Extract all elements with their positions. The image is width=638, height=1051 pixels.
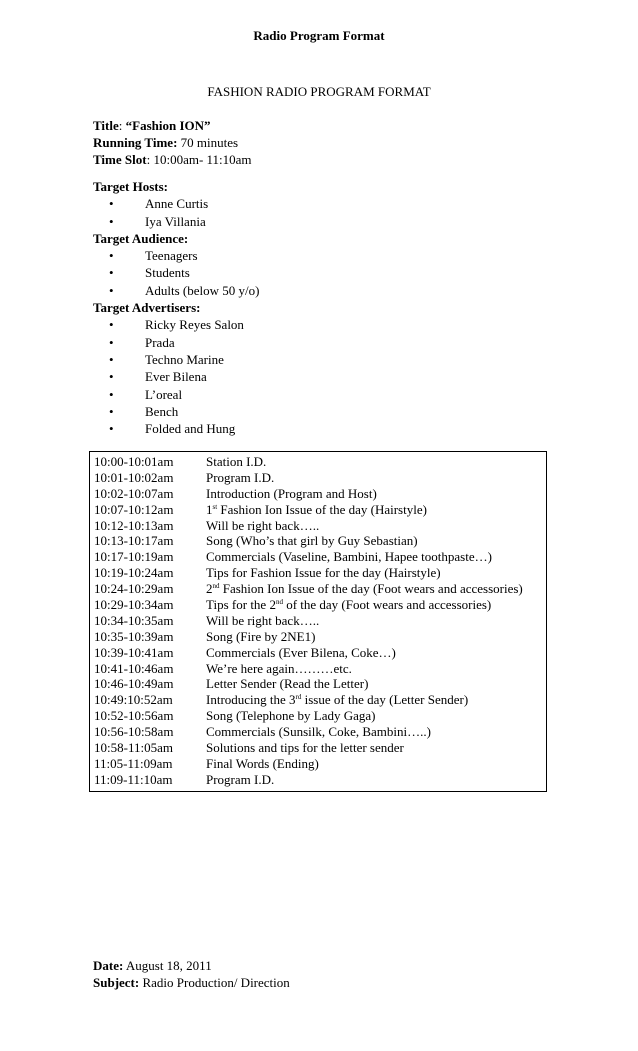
schedule-time: 10:35-10:39am (94, 628, 174, 644)
schedule-activity (206, 708, 546, 724)
schedule-time: 11:05-11:09am (94, 755, 173, 771)
meta-time-slot-line: Time Slot: 10:00am- 11:10am (93, 152, 252, 167)
bullet-item-text: Iya Villania (145, 213, 206, 229)
meta-running-time-label: Running Time: (93, 135, 178, 150)
schedule-row (90, 756, 546, 772)
schedule-activity-prefix: 2 (206, 581, 213, 597)
bullet-item (93, 368, 259, 385)
bullet-item-text: Bench (145, 403, 179, 419)
schedule-row (90, 533, 546, 549)
bullet-icon: • (109, 334, 114, 350)
document-subtitle: FASHION RADIO PROGRAM FORMAT (207, 84, 431, 99)
meta-running-time-value: 70 minutes (180, 135, 239, 150)
meta-title-line: Title: “Fashion ION” (93, 118, 211, 133)
footer-date-value: August 18, 2011 (125, 958, 212, 973)
schedule-activity-text: Fashion Ion Issue of the day (Hairstyle) (217, 501, 427, 517)
schedule-time: 10:24-10:29am (94, 581, 174, 597)
bullet-item-text: Ricky Reyes Salon (145, 317, 244, 333)
schedule-time: 10:13-10:17am (94, 533, 174, 549)
schedule-row (90, 549, 546, 565)
section-heading: Target Advertisers: (93, 300, 201, 316)
schedule-time: 10:56-10:58am (94, 724, 174, 740)
bullet-icon: • (109, 282, 114, 298)
schedule-row (90, 676, 546, 692)
bullet-item-text: Adults (below 50 y/o) (145, 282, 260, 298)
schedule-activity (206, 581, 546, 597)
schedule-activity-text: Program I.D. (206, 469, 275, 485)
schedule-activity (206, 661, 546, 677)
bullet-icon: • (109, 248, 114, 264)
schedule-table (89, 451, 547, 792)
footer-date-line (93, 957, 290, 974)
meta-title-label: Title (93, 118, 119, 133)
document-footer (93, 957, 290, 991)
schedule-activity-text: Song (Fire by 2NE1) (206, 628, 316, 644)
bullet-icon: • (109, 421, 114, 437)
schedule-activity-text: Station I.D. (206, 454, 267, 469)
bullet-list (93, 247, 259, 299)
schedule-activity (206, 645, 546, 661)
schedule-time: 10:12-10:13am (94, 517, 174, 533)
schedule-activity-text: of the day (Foot wears and accessories) (282, 597, 492, 613)
schedule-activity (206, 692, 546, 708)
bullet-icon: • (109, 386, 114, 402)
schedule-time: 10:01-10:02am (94, 469, 174, 485)
schedule-row (90, 597, 546, 613)
schedule-activity (206, 533, 546, 549)
schedule-activity (206, 486, 546, 502)
bullet-item-text: Prada (145, 334, 175, 350)
bullet-item (93, 403, 259, 420)
meta-time-slot-label: Time Slot (93, 152, 147, 167)
schedule-activity-text: Final Words (Ending) (206, 755, 319, 771)
bullet-icon: • (109, 351, 114, 367)
schedule-time: 10:29-10:34am (94, 597, 174, 613)
section-heading: Target Audience: (93, 230, 189, 246)
schedule-activity-text: Commercials (Ever Bilena, Coke…) (206, 644, 396, 660)
ordinal-suffix: rd (295, 693, 302, 702)
schedule-time: 10:19-10:24am (94, 565, 174, 581)
schedule-time: 10:39-10:41am (94, 644, 174, 660)
schedule-activity-text: issue of the day (Letter Sender) (301, 692, 469, 708)
schedule-row (90, 454, 546, 470)
schedule-row (90, 502, 546, 518)
schedule-activity (206, 470, 546, 486)
program-meta (93, 117, 252, 168)
schedule-activity (206, 676, 546, 692)
schedule-time: 10:02-10:07am (94, 485, 174, 501)
schedule-row (90, 740, 546, 756)
schedule-activity (206, 613, 546, 629)
bullet-icon: • (109, 403, 114, 419)
schedule-time: 10:00-10:01am (94, 454, 174, 469)
schedule-activity-text: Song (Telephone by Lady Gaga) (206, 708, 376, 724)
schedule-time: 10:41-10:46am (94, 660, 174, 676)
bullet-item (93, 351, 259, 368)
schedule-activity-prefix: Tips for the 2 (206, 597, 276, 613)
schedule-time: 10:34-10:35am (94, 612, 174, 628)
schedule-activity-text: Commercials (Vaseline, Bambini, Hapee toothpaste…) (206, 549, 492, 565)
bullet-item-text: L’oreal (145, 386, 183, 402)
meta-running-time-line (93, 134, 252, 151)
schedule-time: 10:46-10:49am (94, 676, 174, 692)
schedule-activity (206, 565, 546, 581)
target-sections (93, 178, 259, 437)
schedule-activity-prefix: 1 (206, 501, 213, 517)
schedule-row (90, 518, 546, 534)
schedule-time: 10:07-10:12am (94, 501, 174, 517)
footer-subject-line (93, 974, 290, 991)
schedule-activity-text: Will be right back….. (206, 517, 320, 533)
meta-time-slot-value: 10:00am- 11:10am (153, 152, 252, 167)
ordinal-suffix: nd (212, 582, 220, 591)
schedule-row (90, 692, 546, 708)
schedule-activity-text: Commercials (Sunsilk, Coke, Bambini…..) (206, 724, 431, 740)
schedule-row (90, 629, 546, 645)
bullet-item (93, 420, 259, 437)
bullet-item (93, 334, 259, 351)
schedule-time: 10:52-10:56am (94, 708, 174, 724)
bullet-item (93, 195, 259, 212)
bullet-icon: • (109, 317, 114, 333)
schedule-activity (206, 502, 546, 518)
bullet-list (93, 195, 259, 230)
bullet-item (93, 316, 259, 333)
bullet-item (93, 386, 259, 403)
bullet-item-text: Techno Marine (145, 351, 224, 367)
schedule-activity (206, 724, 546, 740)
footer-date-label: Date: (93, 958, 124, 973)
schedule-time: 10:58-11:05am (94, 740, 173, 756)
schedule-activity (206, 518, 546, 534)
schedule-row (90, 772, 546, 788)
schedule-row (90, 645, 546, 661)
ordinal-suffix: st (212, 502, 218, 511)
bullet-item-text: Ever Bilena (145, 369, 207, 385)
meta-title-value: “Fashion ION” (125, 118, 211, 133)
bullet-item (93, 213, 259, 230)
bullet-item-text: Teenagers (145, 248, 198, 264)
schedule-row (90, 724, 546, 740)
schedule-activity (206, 629, 546, 645)
schedule-time: 10:49:10:52am (94, 692, 173, 708)
schedule-row (90, 613, 546, 629)
footer-subject-label: Subject: (93, 975, 140, 990)
bullet-item (93, 264, 259, 281)
schedule-activity-text: Tips for Fashion Issue for the day (Hairstyle) (206, 565, 441, 581)
schedule-activity-text: Solutions and tips for the letter sender (206, 740, 404, 756)
schedule-activity-text: Song (Who’s that girl by Guy Sebastian) (206, 533, 418, 549)
schedule-activity (206, 454, 546, 470)
bullet-item (93, 247, 259, 264)
schedule-activity-text: We’re here again………etc. (206, 660, 352, 676)
bullet-item (93, 282, 259, 299)
bullet-item-text: Folded and Hung (145, 421, 236, 437)
schedule-activity-text: Introduction (Program and Host) (206, 485, 377, 501)
schedule-row (90, 581, 546, 597)
bullet-list (93, 316, 259, 437)
schedule-time: 11:09-11:10am (94, 771, 173, 787)
schedule-row (90, 486, 546, 502)
schedule-activity-text: Letter Sender (Read the Letter) (206, 676, 369, 692)
schedule-activity (206, 756, 546, 772)
schedule-activity (206, 772, 546, 788)
schedule-row (90, 565, 546, 581)
schedule-row (90, 708, 546, 724)
footer-subject-value: Radio Production/ Direction (142, 975, 290, 990)
section-heading: Target Hosts: (93, 179, 168, 194)
schedule-row (90, 470, 546, 486)
bullet-item-text: Students (145, 265, 190, 281)
schedule-activity-prefix: Introducing the 3 (206, 692, 296, 708)
document-title: Radio Program Format (253, 28, 385, 43)
bullet-icon: • (109, 369, 114, 385)
schedule-activity-text: Fashion Ion Issue of the day (Foot wears and accessories) (219, 581, 523, 597)
schedule-activity (206, 549, 546, 565)
ordinal-suffix: nd (275, 598, 283, 607)
schedule-activity (206, 597, 546, 613)
schedule-row (90, 661, 546, 677)
schedule-activity-text: Will be right back….. (206, 612, 320, 628)
bullet-icon: • (109, 196, 114, 212)
schedule-time: 10:17-10:19am (94, 549, 174, 565)
schedule-activity-text: Program I.D. (206, 771, 275, 787)
bullet-icon: • (109, 213, 114, 229)
bullet-item-text: Anne Curtis (145, 196, 209, 212)
bullet-icon: • (109, 265, 114, 281)
schedule-activity (206, 740, 546, 756)
